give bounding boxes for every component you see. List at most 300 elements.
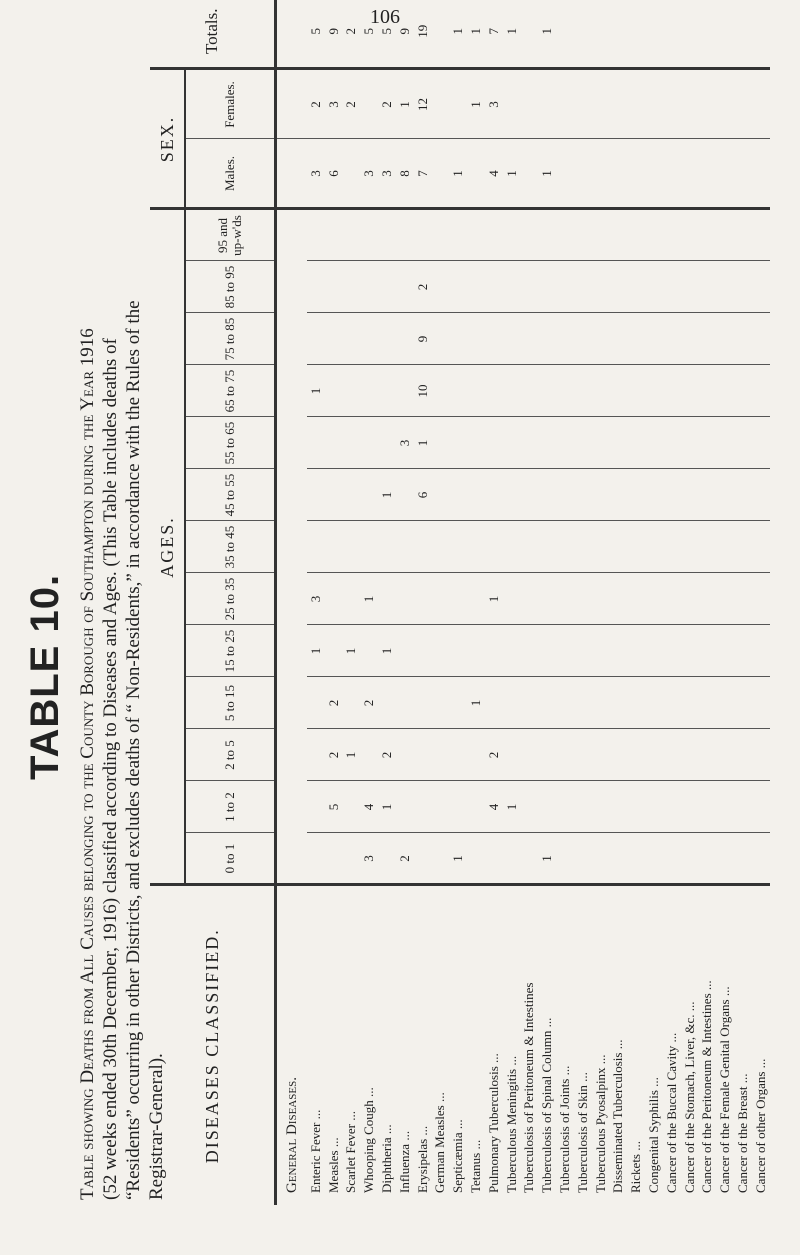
caption-line-1: Table showing Deaths from All Causes belonging to the County Borough of Southampton during the Year 1916 xyxy=(77,328,98,1200)
age-cell xyxy=(485,313,503,365)
table-row xyxy=(307,0,325,1205)
age-cell xyxy=(645,313,663,365)
age-col-header: 5 to 15 xyxy=(185,677,276,729)
age-cell xyxy=(610,729,628,781)
age-cell: 1 xyxy=(343,729,361,781)
disease-name: Pulmonary Tuberculosis ... xyxy=(485,1053,501,1193)
age-cell xyxy=(503,417,521,469)
age-cell xyxy=(449,313,467,365)
age-cell xyxy=(716,469,734,521)
age-cell: 1 xyxy=(307,365,325,417)
age-cell xyxy=(663,833,681,885)
males-header: Males. xyxy=(185,139,276,209)
disease-name: Cancer of the Buccal Cavity ... xyxy=(663,1032,679,1193)
disease-name: Congenital Syphilis ... xyxy=(646,1077,662,1193)
age-cell xyxy=(716,677,734,729)
age-cell xyxy=(663,781,681,833)
age-cell xyxy=(325,365,343,417)
age-cell xyxy=(716,625,734,677)
age-cell xyxy=(574,417,592,469)
age-cell xyxy=(610,573,628,625)
age-cell xyxy=(325,417,343,469)
females-cell: 12 xyxy=(414,69,432,139)
age-cell: 2 xyxy=(325,729,343,781)
age-cell xyxy=(467,261,485,313)
total-cell xyxy=(716,0,734,69)
ages-header: AGES. xyxy=(150,209,185,885)
males-cell: 3 xyxy=(378,139,396,209)
age-cell xyxy=(343,573,361,625)
females-cell xyxy=(574,69,592,139)
age-cell xyxy=(592,781,610,833)
age-cell xyxy=(699,781,717,833)
age-cell xyxy=(734,625,752,677)
table-label: TABLE 10. xyxy=(23,573,67,780)
age-cell xyxy=(627,573,645,625)
age-cell: 10 xyxy=(414,365,432,417)
males-cell xyxy=(467,139,485,209)
table-row xyxy=(449,0,467,1205)
disease-name: Tuberculous Meningitis ... xyxy=(503,1055,519,1193)
age-cell xyxy=(414,625,432,677)
caption-line-2: (52 weeks ended 30th December, 1916) classified according to Diseases and Ages. (This Table includes deaths of xyxy=(100,338,121,1200)
females-cell xyxy=(432,69,450,139)
rotated-page xyxy=(18,0,768,1210)
age-cell xyxy=(574,729,592,781)
age-cell xyxy=(627,417,645,469)
age-cell xyxy=(699,833,717,885)
age-cell xyxy=(574,781,592,833)
age-cell xyxy=(556,521,574,573)
age-col-header: 85 to 95 xyxy=(185,261,276,313)
disease-name: Influenza ... xyxy=(396,1130,412,1193)
females-cell xyxy=(538,69,556,139)
age-cell xyxy=(699,573,717,625)
total-cell xyxy=(663,0,681,69)
age-cell xyxy=(574,313,592,365)
age-cell xyxy=(485,209,503,261)
disease-name: Tuberculous Pyosalpinx ... xyxy=(592,1054,608,1193)
total-cell: 2 xyxy=(343,0,361,69)
females-cell xyxy=(645,69,663,139)
age-cell: 1 xyxy=(503,781,521,833)
age-cell xyxy=(574,833,592,885)
total-cell: 5 xyxy=(307,0,325,69)
table-row xyxy=(343,0,361,1205)
age-cell xyxy=(521,833,539,885)
females-cell xyxy=(752,69,770,139)
age-col-header: 35 to 45 xyxy=(185,521,276,573)
age-cell xyxy=(467,573,485,625)
age-cell xyxy=(592,261,610,313)
age-cell xyxy=(752,365,770,417)
table-row xyxy=(432,0,450,1205)
age-cell xyxy=(538,365,556,417)
totals-header: Totals. xyxy=(150,0,276,69)
males-cell xyxy=(343,139,361,209)
total-cell xyxy=(645,0,663,69)
age-cell xyxy=(574,365,592,417)
age-cell xyxy=(716,573,734,625)
age-cell xyxy=(343,469,361,521)
age-cell xyxy=(610,365,628,417)
age-cell xyxy=(378,417,396,469)
age-cell xyxy=(556,781,574,833)
age-cell xyxy=(414,833,432,885)
age-cell xyxy=(432,209,450,261)
age-cell xyxy=(681,417,699,469)
males-cell xyxy=(610,139,628,209)
total-cell xyxy=(734,0,752,69)
disease-name: Measles ... xyxy=(325,1137,341,1193)
disease-name: Scarlet Fever ... xyxy=(343,1111,359,1193)
age-cell xyxy=(521,729,539,781)
age-col-header: 65 to 75 xyxy=(185,365,276,417)
age-cell xyxy=(610,469,628,521)
age-cell xyxy=(645,261,663,313)
age-cell: 2 xyxy=(325,677,343,729)
age-cell: 2 xyxy=(378,729,396,781)
age-cell xyxy=(681,313,699,365)
age-cell xyxy=(360,417,378,469)
females-cell xyxy=(663,69,681,139)
males-cell xyxy=(592,139,610,209)
age-cell xyxy=(645,781,663,833)
age-cell xyxy=(307,781,325,833)
age-cell xyxy=(343,833,361,885)
males-cell xyxy=(681,139,699,209)
females-cell xyxy=(716,69,734,139)
age-cell xyxy=(752,261,770,313)
age-cell xyxy=(734,261,752,313)
age-cell xyxy=(432,573,450,625)
age-cell: 1 xyxy=(485,573,503,625)
age-cell xyxy=(627,677,645,729)
age-cell xyxy=(663,209,681,261)
age-cell xyxy=(610,521,628,573)
age-cell xyxy=(699,261,717,313)
disease-name: Diphtheria ... xyxy=(379,1124,395,1193)
table-row xyxy=(663,0,681,1205)
age-cell xyxy=(610,833,628,885)
table-row xyxy=(325,0,343,1205)
disease-name: Tuberculosis of Peritoneum & Intestines xyxy=(521,982,537,1193)
age-cell xyxy=(592,521,610,573)
females-cell xyxy=(681,69,699,139)
age-cell xyxy=(556,261,574,313)
age-col-header: 15 to 25 xyxy=(185,625,276,677)
age-cell xyxy=(307,833,325,885)
age-cell xyxy=(343,677,361,729)
age-cell xyxy=(467,417,485,469)
males-cell xyxy=(699,139,717,209)
age-cell xyxy=(414,729,432,781)
age-cell: 2 xyxy=(485,729,503,781)
table-row xyxy=(521,0,539,1205)
age-cell xyxy=(734,781,752,833)
disease-name: Tuberculosis of Skin ... xyxy=(574,1072,590,1193)
females-cell xyxy=(503,69,521,139)
age-cell xyxy=(414,209,432,261)
age-cell xyxy=(716,313,734,365)
age-cell xyxy=(574,261,592,313)
total-cell xyxy=(627,0,645,69)
age-cell xyxy=(503,209,521,261)
age-cell xyxy=(681,521,699,573)
age-cell xyxy=(521,625,539,677)
age-cell xyxy=(521,469,539,521)
age-cell xyxy=(663,573,681,625)
age-cell xyxy=(343,313,361,365)
age-cell xyxy=(503,365,521,417)
age-cell xyxy=(307,469,325,521)
age-cell xyxy=(645,365,663,417)
age-cell xyxy=(521,521,539,573)
age-cell xyxy=(734,833,752,885)
age-cell xyxy=(574,625,592,677)
age-cell xyxy=(432,521,450,573)
age-cell xyxy=(503,573,521,625)
age-cell: 3 xyxy=(396,417,414,469)
total-cell: 9 xyxy=(396,0,414,69)
age-cell: 2 xyxy=(414,261,432,313)
age-col-header: 1 to 2 xyxy=(185,781,276,833)
disease-name: Tetanus ... xyxy=(468,1139,484,1193)
age-cell xyxy=(467,209,485,261)
age-cell xyxy=(574,209,592,261)
age-cell xyxy=(681,833,699,885)
age-cell: 9 xyxy=(414,313,432,365)
females-cell: 1 xyxy=(467,69,485,139)
females-cell xyxy=(699,69,717,139)
age-cell xyxy=(716,365,734,417)
group-label: General Diseases. xyxy=(283,1077,300,1193)
age-cell xyxy=(485,469,503,521)
age-cell xyxy=(752,469,770,521)
table-row xyxy=(556,0,574,1205)
age-cell xyxy=(449,729,467,781)
disease-name: German Measles ... xyxy=(432,1092,448,1193)
age-cell: 1 xyxy=(538,833,556,885)
age-cell xyxy=(432,781,450,833)
age-cell xyxy=(360,313,378,365)
age-cell xyxy=(538,521,556,573)
age-cell xyxy=(752,677,770,729)
table-row xyxy=(681,0,699,1205)
age-cell xyxy=(627,469,645,521)
disease-name: Cancer of the Peritoneum & Intestines ... xyxy=(699,980,715,1193)
age-cell xyxy=(414,573,432,625)
age-cell xyxy=(663,261,681,313)
age-cell xyxy=(610,417,628,469)
age-cell xyxy=(752,729,770,781)
age-cell xyxy=(538,677,556,729)
age-cell xyxy=(610,625,628,677)
age-cell xyxy=(414,521,432,573)
age-cell xyxy=(378,365,396,417)
age-cell xyxy=(325,833,343,885)
age-cell xyxy=(734,677,752,729)
age-cell xyxy=(343,209,361,261)
females-cell: 3 xyxy=(485,69,503,139)
total-cell: 7 xyxy=(485,0,503,69)
females-cell xyxy=(734,69,752,139)
total-cell xyxy=(432,0,450,69)
age-cell xyxy=(716,781,734,833)
age-col-header: 95 and up-w'ds xyxy=(185,209,276,261)
age-cell xyxy=(485,521,503,573)
total-cell: 1 xyxy=(503,0,521,69)
age-cell xyxy=(592,313,610,365)
age-cell xyxy=(503,833,521,885)
males-cell xyxy=(432,139,450,209)
age-cell: 2 xyxy=(396,833,414,885)
age-cell xyxy=(592,729,610,781)
females-cell xyxy=(592,69,610,139)
age-cell xyxy=(325,261,343,313)
age-cell xyxy=(449,469,467,521)
age-cell xyxy=(467,833,485,885)
age-cell xyxy=(610,313,628,365)
age-cell xyxy=(360,729,378,781)
age-cell xyxy=(325,313,343,365)
age-col-header: 0 to 1 xyxy=(185,833,276,885)
age-cell: 3 xyxy=(360,833,378,885)
age-cell xyxy=(645,833,663,885)
age-cell xyxy=(414,781,432,833)
age-cell xyxy=(574,469,592,521)
age-cell xyxy=(485,833,503,885)
age-cell xyxy=(396,209,414,261)
age-cell xyxy=(556,365,574,417)
age-cell xyxy=(449,209,467,261)
table-row xyxy=(627,0,645,1205)
age-cell xyxy=(307,209,325,261)
age-cell xyxy=(343,261,361,313)
disease-name: Cancer of the Female Genital Organs ... xyxy=(717,986,733,1193)
disease-name: Cancer of other Organs ... xyxy=(752,1058,768,1193)
sex-header: SEX. xyxy=(150,69,185,209)
age-cell xyxy=(556,417,574,469)
age-cell xyxy=(396,365,414,417)
age-cell xyxy=(432,469,450,521)
age-cell xyxy=(592,417,610,469)
age-cell xyxy=(663,677,681,729)
total-cell xyxy=(699,0,717,69)
males-cell xyxy=(574,139,592,209)
age-cell xyxy=(556,313,574,365)
age-cell xyxy=(396,521,414,573)
age-cell xyxy=(521,677,539,729)
age-cell xyxy=(396,625,414,677)
age-cell xyxy=(681,781,699,833)
age-cell xyxy=(538,469,556,521)
age-cell xyxy=(663,417,681,469)
page-number: 106 xyxy=(370,6,400,28)
age-cell xyxy=(627,729,645,781)
age-cell xyxy=(396,313,414,365)
age-cell xyxy=(592,469,610,521)
age-cell xyxy=(485,625,503,677)
age-cell xyxy=(396,469,414,521)
age-cell xyxy=(360,469,378,521)
table-row xyxy=(414,0,432,1205)
age-cell xyxy=(503,729,521,781)
age-cell xyxy=(538,781,556,833)
disease-name: Disseminated Tuberculosis ... xyxy=(610,1039,626,1193)
total-cell xyxy=(752,0,770,69)
age-cell xyxy=(396,261,414,313)
age-cell xyxy=(521,781,539,833)
table-row xyxy=(467,0,485,1205)
age-cell xyxy=(627,625,645,677)
table-row xyxy=(360,0,378,1205)
males-cell: 1 xyxy=(449,139,467,209)
age-cell xyxy=(485,261,503,313)
age-cell xyxy=(627,365,645,417)
age-cell xyxy=(396,781,414,833)
age-cell xyxy=(360,625,378,677)
age-cell xyxy=(681,365,699,417)
table-row xyxy=(538,0,556,1205)
age-cell xyxy=(556,573,574,625)
age-cell xyxy=(432,261,450,313)
age-col-header: 25 to 35 xyxy=(185,573,276,625)
age-cell xyxy=(699,365,717,417)
age-cell: 4 xyxy=(485,781,503,833)
age-cell xyxy=(556,677,574,729)
age-cell xyxy=(378,677,396,729)
age-cell xyxy=(485,365,503,417)
age-cell xyxy=(663,625,681,677)
age-cell xyxy=(343,521,361,573)
age-cell xyxy=(432,417,450,469)
age-cell xyxy=(645,417,663,469)
age-cell xyxy=(307,417,325,469)
age-cell xyxy=(378,521,396,573)
age-cell xyxy=(681,625,699,677)
age-cell xyxy=(699,209,717,261)
females-cell: 2 xyxy=(307,69,325,139)
caption-line-3: “Residents” occurring in other Districts, and excludes deaths of “ Non-Residents,” in accordance with the Rules of the xyxy=(123,300,144,1200)
age-cell: 1 xyxy=(343,625,361,677)
age-cell xyxy=(467,781,485,833)
age-cell xyxy=(307,261,325,313)
table-row xyxy=(734,0,752,1205)
age-cell xyxy=(556,209,574,261)
age-col-header: 45 to 55 xyxy=(185,469,276,521)
age-cell xyxy=(432,313,450,365)
age-cell xyxy=(449,625,467,677)
age-cell xyxy=(681,677,699,729)
age-cell xyxy=(556,833,574,885)
age-cell xyxy=(681,573,699,625)
age-cell xyxy=(449,365,467,417)
total-cell xyxy=(592,0,610,69)
age-cell xyxy=(325,521,343,573)
age-cell: 4 xyxy=(360,781,378,833)
age-cell xyxy=(432,677,450,729)
age-cell xyxy=(681,209,699,261)
age-cell xyxy=(592,677,610,729)
age-cell xyxy=(538,625,556,677)
age-cell xyxy=(627,209,645,261)
age-cell xyxy=(503,521,521,573)
males-cell xyxy=(556,139,574,209)
age-cell: 5 xyxy=(325,781,343,833)
age-cell xyxy=(699,729,717,781)
total-cell: 19 xyxy=(414,0,432,69)
